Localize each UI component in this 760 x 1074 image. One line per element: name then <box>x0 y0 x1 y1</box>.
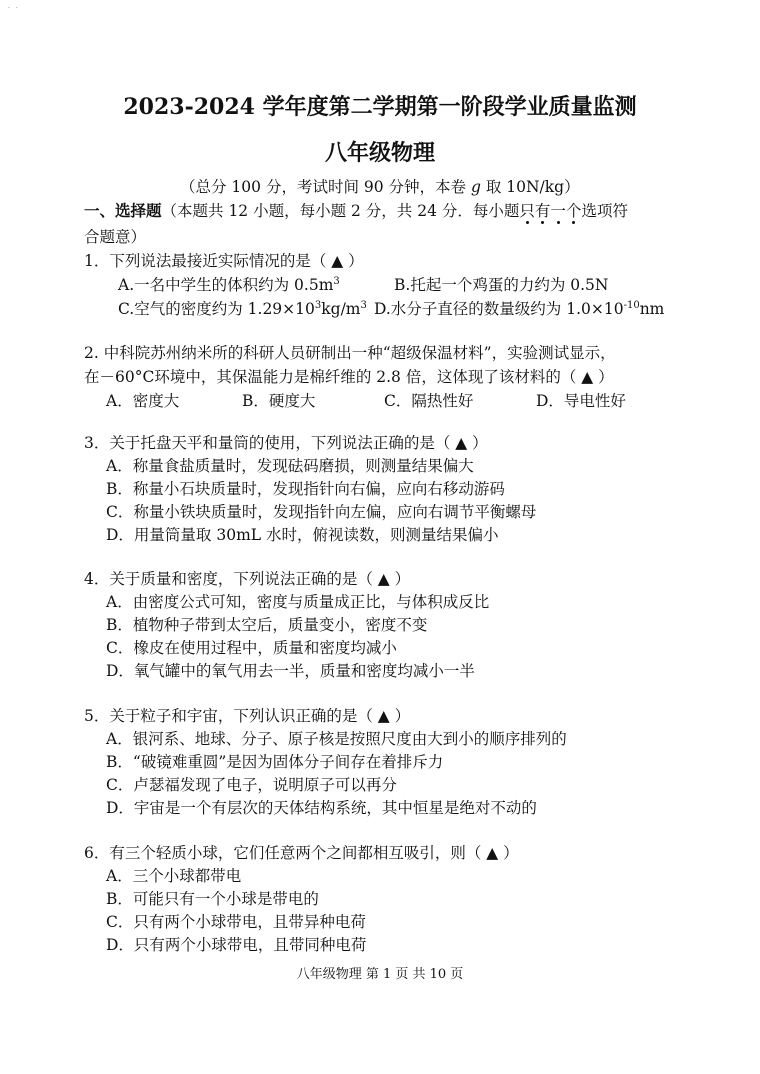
question-5-option-c: C．卢瑟福发现了电子，说明原子可以再分 <box>106 776 397 794</box>
question-2-option-d: D．导电性好 <box>536 392 626 410</box>
question-2-option-c: C．隔热性好 <box>384 392 474 410</box>
question-1-option-a <box>118 274 340 296</box>
question-5-option-d: D．宇宙是一个有层次的天体结构系统，其中恒星是绝对不动的 <box>106 799 537 817</box>
question-2-stem-line1: 2. 中科院苏州纳米所的科研人员研制出一种“超级保温材料”，实验测试显示， <box>84 344 616 362</box>
option-sup: 3 <box>360 299 367 311</box>
g-symbol: g <box>470 178 481 196</box>
section-heading-line <box>84 200 628 222</box>
section-desc: （本题共 12 小题，每小题 2 分，共 24 分．每小题 <box>161 202 520 220</box>
question-2-stem-line2: 在－60°C环境中，其保温能力是棉纤维的 2.8 倍，这体现了该材料的（ ▲ ） <box>84 368 614 386</box>
question-2-option-a: A．密度大 <box>106 392 180 410</box>
option-text: B.托起一个鸡蛋的力约为 0.5N <box>394 276 609 294</box>
section-desc-tail: 选项符 <box>581 202 628 220</box>
question-3-option-c: C．称量小铁块质量时，发现指针向左偏，应向右调节平衡螺母 <box>106 503 537 521</box>
question-3-option-d: D．用量筒量取 30mL 水时，俯视读数，则测量结果偏小 <box>106 526 499 544</box>
question-5-option-a: A．银河系、地球、分子、原子核是按照尺度由大到小的顺序排列的 <box>106 730 567 748</box>
question-4-option-c: C．橡皮在使用过程中，质量和密度均减小 <box>106 639 397 657</box>
option-sup: 3 <box>314 299 322 311</box>
question-4-stem: 4．关于质量和密度，下列说法正确的是（ ▲ ） <box>84 570 411 588</box>
question-3-option-a: A．称量食盐质量时，发现砝码磨损，则测量结果偏大 <box>106 457 474 475</box>
question-6-option-d: D．只有两个小球带电，且带同种电荷 <box>106 936 367 954</box>
emphasis-char: 一 <box>550 202 566 220</box>
option-sup: -10 <box>623 299 640 311</box>
section-heading: 一、选择题 <box>84 201 162 220</box>
emphasis-char: 个 <box>565 202 582 220</box>
question-5-stem: 5．关于粒子和宇宙，下列认识正确的是（ ▲ ） <box>84 707 411 725</box>
exam-info <box>180 176 580 198</box>
exam-subtitle: 八年级物理 <box>324 140 435 166</box>
page-footer: 八年级物理 第 1 页 共 10 页 <box>296 967 464 982</box>
question-1-option-b <box>394 274 608 296</box>
question-1-option-c <box>118 298 367 320</box>
exam-title: 2023-2024 学年度第二学期第一阶段学业质量监测 <box>123 94 637 120</box>
emphasis-char: 只 <box>519 202 535 220</box>
question-2-option-b: B．硬度大 <box>242 392 316 410</box>
question-6-option-c: C．只有两个小球带电，且带异种电荷 <box>106 913 366 931</box>
section-desc-line2: 合题意） <box>84 228 147 246</box>
option-text: D.水分子直径的数量级约为 1.0×10 <box>374 300 624 318</box>
question-4-option-b: B．植物种子带到太空后，质量变小，密度不变 <box>106 616 428 634</box>
emphasis-char: 有 <box>534 202 551 220</box>
exam-info-before: （总分 100 分，考试时间 90 分钟，本卷 <box>180 178 471 196</box>
question-1-option-d <box>374 298 664 320</box>
option-tail: nm <box>639 300 665 318</box>
question-1-stem: 1．下列说法最接近实际情况的是（ ▲ ） <box>84 252 364 270</box>
corner-mark: · · <box>8 5 20 12</box>
exam-info-after: 取 10N/kg） <box>480 178 580 196</box>
question-4-option-a: A．由密度公式可知，密度与质量成正比，与体积成反比 <box>106 593 490 611</box>
question-5-option-b: B．“破镜难重圆”是因为固体分子间存在着排斥力 <box>106 753 444 771</box>
question-4-option-d: D．氧气罐中的氧气用去一半，质量和密度均减小一半 <box>106 662 475 680</box>
question-3-option-b: B．称量小石块质量时，发现指针向右偏，应向右移动游码 <box>106 480 505 498</box>
question-3-stem: 3．关于托盘天平和量筒的使用，下列说法正确的是（ ▲ ） <box>84 434 488 452</box>
question-6-option-a: A．三个小球都带电 <box>106 867 242 885</box>
option-sup: 3 <box>333 275 340 287</box>
option-text: C.空气的密度约为 1.29×10 <box>118 300 315 318</box>
question-6-stem: 6．有三个轻质小球，它们任意两个之间都相互吸引，则（ ▲ ） <box>84 844 519 862</box>
option-text: A.一名中学生的体积约为 0.5m <box>118 276 334 294</box>
option-tail: kg/m <box>321 300 361 318</box>
question-6-option-b: B．可能只有一个小球是带电的 <box>106 890 319 908</box>
